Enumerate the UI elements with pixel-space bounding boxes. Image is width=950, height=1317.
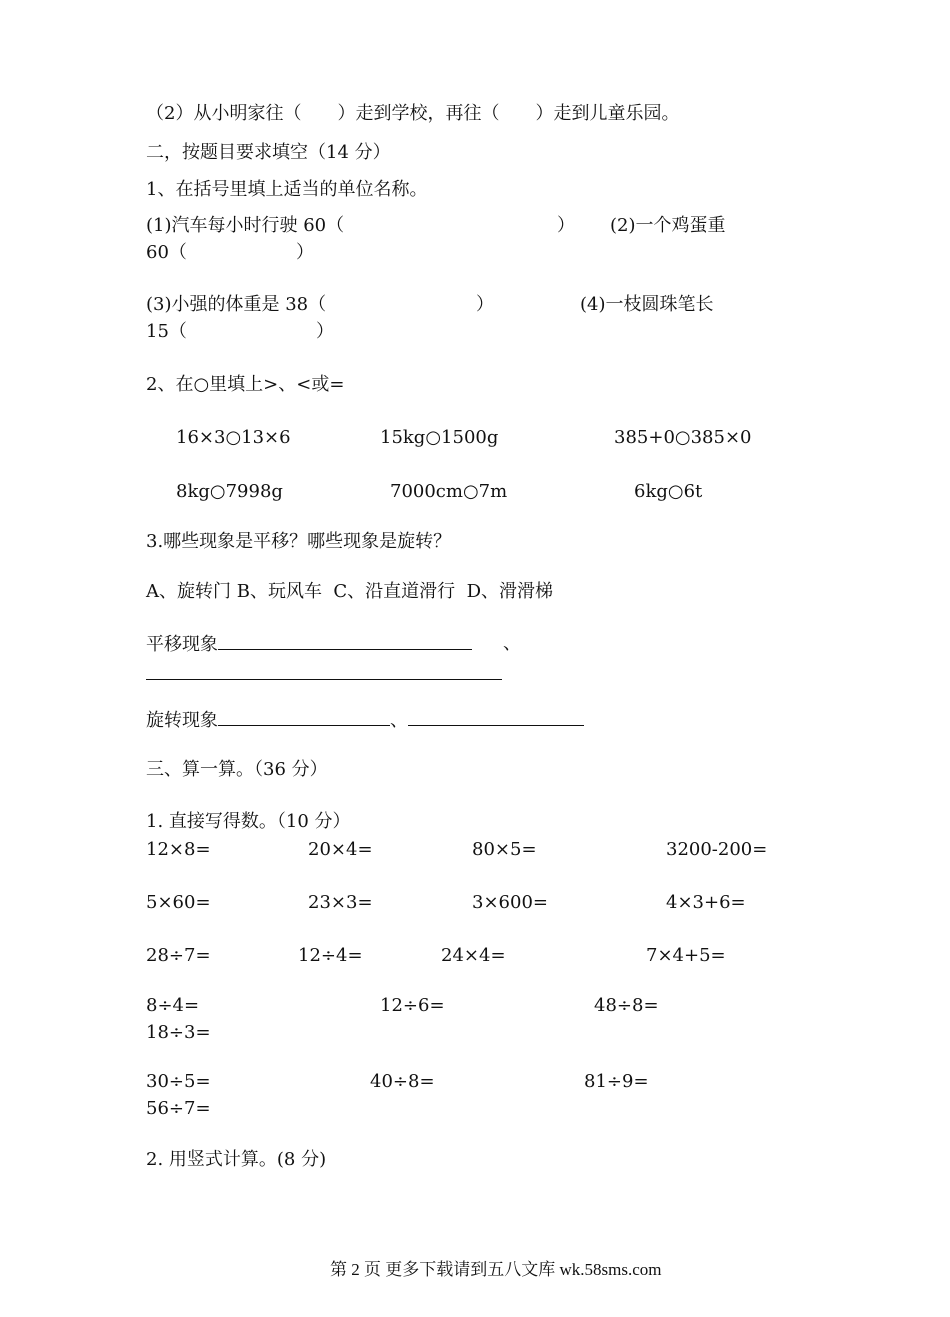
section-2-heading: 二，按题目要求填空（14 分）	[146, 142, 391, 163]
page-footer: 第 2 页 更多下载请到五八文库 wk.58sms.com	[330, 1260, 662, 1279]
calc-item: 8÷4=	[146, 995, 200, 1016]
calc-item: 12÷4=	[298, 945, 363, 966]
calc-item: 18÷3=	[146, 1022, 211, 1043]
compare-item: 15kg○1500g	[380, 427, 499, 448]
translation-label: 平移现象	[146, 634, 218, 655]
unit-item-pen-value: 15（	[146, 321, 187, 342]
calc-item: 23×3=	[308, 892, 373, 913]
question-2-route: （2）从小明家往（ ）走到学校，再往（ ）走到儿童乐园。	[146, 103, 680, 124]
calc-item: 24×4=	[441, 945, 506, 966]
motion-options: A、旋转门 B、玩风车 C、沿直道滑行 D、滑滑梯	[146, 581, 554, 602]
calc-item: 30÷5=	[146, 1071, 211, 1092]
calc-item: 56÷7=	[146, 1098, 211, 1119]
answer-blank[interactable]	[218, 707, 390, 726]
compare-item: 8kg○7998g	[176, 481, 283, 502]
unit-item-pen-close: ）	[316, 321, 334, 342]
unit-item-car: (1)汽车每小时行驶 60（	[146, 215, 345, 236]
compare-item: 385+0○385×0	[614, 427, 752, 448]
unit-item-weight-close: ）	[476, 294, 494, 315]
subsection-3-1-heading: 1. 直接写得数。（10 分）	[146, 811, 351, 832]
unit-item-egg-close: ）	[296, 242, 314, 263]
calc-item: 48÷8=	[594, 995, 659, 1016]
calc-item: 12×8=	[146, 839, 211, 860]
unit-item-weight: (3)小强的体重是 38（	[146, 294, 327, 315]
compare-item: 6kg○6t	[634, 481, 703, 502]
separator: 、	[390, 710, 408, 731]
unit-item-egg-value: 60（	[146, 242, 187, 263]
calc-item: 3×600=	[472, 892, 548, 913]
translation-label-row	[146, 631, 472, 657]
answer-blank[interactable]	[218, 631, 472, 650]
compare-item: 16×3○13×6	[176, 427, 291, 448]
unit-item-car-close: ）	[557, 215, 575, 236]
answer-blank[interactable]	[146, 679, 502, 680]
separator: 、	[503, 633, 521, 654]
subsection-2-3-heading: 3.哪些现象是平移？哪些现象是旋转？	[146, 531, 452, 552]
unit-item-egg: (2)一个鸡蛋重	[610, 215, 726, 236]
calc-item: 81÷9=	[584, 1071, 649, 1092]
section-3-heading: 三、算一算。（36 分）	[146, 759, 328, 780]
unit-item-pen: (4)一枝圆珠笔长	[580, 294, 714, 315]
calc-item: 3200-200=	[666, 839, 768, 860]
compare-item: 7000cm○7m	[390, 481, 508, 502]
calc-item: 5×60=	[146, 892, 211, 913]
calc-item: 20×4=	[308, 839, 373, 860]
subsection-3-2-heading: 2. 用竖式计算。(8 分)	[146, 1149, 327, 1170]
calc-item: 80×5=	[472, 839, 537, 860]
calc-item: 4×3+6=	[666, 892, 746, 913]
rotation-label-row	[146, 707, 584, 733]
calc-item: 7×4+5=	[646, 945, 726, 966]
subsection-2-2-heading: 2、在○里填上>、<或=	[146, 374, 345, 395]
calc-item: 28÷7=	[146, 945, 211, 966]
subsection-2-1-heading: 1、在括号里填上适当的单位名称。	[146, 179, 428, 200]
rotation-label: 旋转现象	[146, 710, 218, 731]
calc-item: 12÷6=	[380, 995, 445, 1016]
answer-blank[interactable]	[408, 707, 584, 726]
calc-item: 40÷8=	[370, 1071, 435, 1092]
